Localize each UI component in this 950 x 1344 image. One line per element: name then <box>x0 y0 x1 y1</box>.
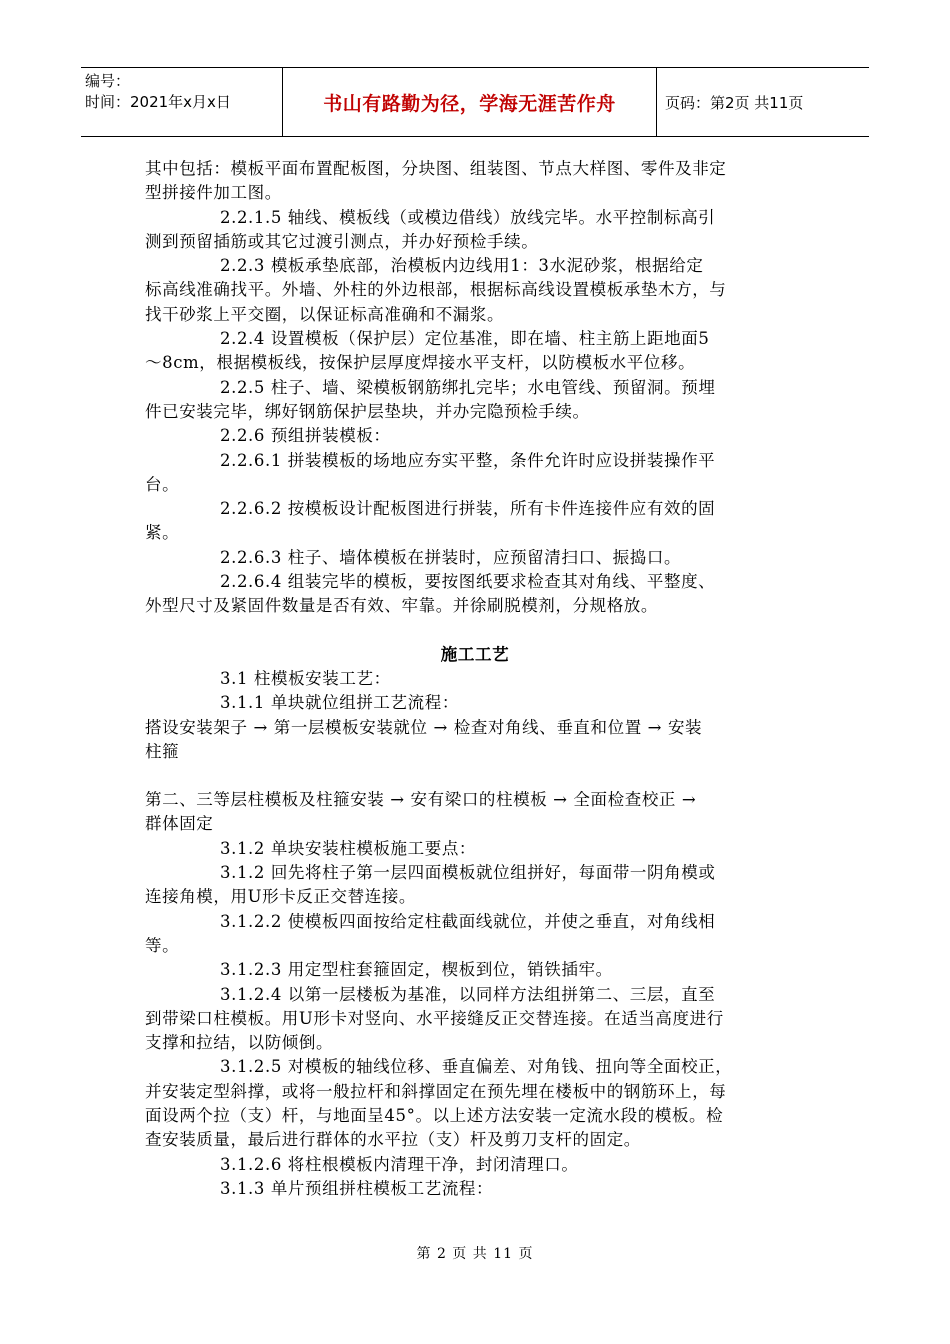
clause-3-1-2-2: 3.1.2.2 使模板四面按给定柱截面线就位，并使之垂直，对角线相 <box>220 911 716 931</box>
body-line: 件已安装完毕，绑好钢筋保护层垫块，并办完隐预检手续。 <box>145 401 590 421</box>
header-motto: 书山有路勤为径，学海无涯苦作舟 <box>283 68 657 136</box>
header-page-info: 页码：第2页 共11页 <box>665 93 804 112</box>
clause-3-1-2-6: 3.1.2.6 将柱根模板内清理干净，封闭清理口。 <box>220 1154 579 1174</box>
page-footer: 第 2 页 共 11 页 <box>416 1246 534 1262</box>
document-body <box>145 157 805 1201</box>
clause-2-2-6: 2.2.6 预组拼装模板： <box>220 426 391 446</box>
clause-3-1-2-b: 3.1.2 回先将柱子第一层四面模板就位组拼好，每面带一阴角模或 <box>220 863 716 883</box>
body-line: 标高线准确找平。外墙、外柱的外边根部，根据标高线设置模板承垫木方，与 <box>145 280 727 300</box>
doc-code-label: 编号： <box>85 72 131 90</box>
body-line: 找干砂浆上平交圈，以保证标高准确和不漏浆。 <box>145 304 505 324</box>
body-line: 群体固定 <box>145 814 214 834</box>
clause-3-1-2-5: 3.1.2.5 对模板的轴线位移、垂直偏差、对角钱、扭向等全面校正， <box>220 1057 733 1077</box>
clause-2-2-6-3: 2.2.6.3 柱子、墙体模板在拼装时，应预留清扫口、振捣口。 <box>220 547 682 567</box>
clause-2-2-4: 2.2.4 设置模板（保护层）定位基准，即在墙、柱主筋上距地面5 <box>220 329 710 349</box>
clause-2-2-6-2: 2.2.6.2 按模板设计配板图进行拼装，所有卡件连接件应有效的固 <box>220 499 716 519</box>
clause-2-2-6-1: 2.2.6.1 拼装模板的场地应夯实平整，条件允许时应设拼装操作平 <box>220 450 716 470</box>
body-line: 等。 <box>145 935 180 955</box>
doc-date: 时间：2021年x月x日 <box>85 93 231 111</box>
body-line: 并安装定型斜撑，或将一般拉杆和斜撑固定在预先埋在楼板中的钢筋环上，每 <box>145 1081 727 1101</box>
clause-3-1-2: 3.1.2 单块安装柱模板施工要点： <box>220 838 477 858</box>
clause-3-1-3: 3.1.3 单片预组拼柱模板工艺流程： <box>220 1178 494 1198</box>
body-line: 支撑和拉结，以防倾倒。 <box>145 1033 334 1053</box>
body-line: 到带梁口柱模板。用U形卡对竖向、水平接缝反正交替连接。在适当高度进行 <box>145 1008 724 1028</box>
body-line: 连接角模，用U形卡反正交替连接。 <box>145 887 417 907</box>
body-line: 其中包括：模板平面布置配板图，分块图、组装图、节点大样图、零件及非定 <box>145 159 727 178</box>
body-line: ～8cm，根据模板线，按保护层厚度焊接水平支杆，以防模板水平位移。 <box>145 353 696 373</box>
clause-2-2-3: 2.2.3 模板承垫底部，治模板内边线用1：3水泥砂浆，根据给定 <box>220 256 704 276</box>
clause-3-1-2-3: 3.1.2.3 用定型柱套箍固定，楔板到位，销铁插牢。 <box>220 960 613 980</box>
clause-3-1-1: 3.1.1 单块就位组拼工艺流程： <box>220 693 459 713</box>
body-line: 测到预留插筋或其它过渡引测点，并办好预检手续。 <box>145 231 539 251</box>
header-meta <box>81 68 283 136</box>
flow-line: 搭设安装架子 → 第一层模板安装就位 → 检查对角线、垂直和位置 → 安装 <box>145 717 703 737</box>
body-line: 外型尺寸及紧固件数量是否有效、牢靠。并徐刷脱模剂，分规格放。 <box>145 596 658 616</box>
body-line: 台。 <box>145 474 180 494</box>
clause-2-2-5: 2.2.5 柱子、墙、梁模板钢筋绑扎完毕；水电管线、预留洞。预埋 <box>220 377 716 397</box>
page-header <box>81 67 869 137</box>
clause-2-2-6-4: 2.2.6.4 组装完毕的模板，要按图纸要求检查其对角线、平整度、 <box>220 572 716 592</box>
body-line: 面设两个拉（支）杆，与地面呈45°。以上述方法安装一定流水段的模板。检 <box>145 1105 724 1125</box>
body-line: 紧。 <box>145 523 180 543</box>
flow-line: 第二、三等层柱模板及柱箍安装 → 安有梁口的柱模板 → 全面检查校正 → <box>145 790 697 810</box>
body-line: 查安装质量，最后进行群体的水平拉（支）杆及剪刀支杆的固定。 <box>145 1130 641 1150</box>
clause-2-2-1-5: 2.2.1.5 轴线、模板线（或模边借线）放线完毕。水平控制标高引 <box>220 207 716 227</box>
section-heading: 施工工艺 <box>440 644 510 664</box>
body-line: 型拼接件加工图。 <box>145 183 282 203</box>
clause-3-1-2-4: 3.1.2.4 以第一层楼板为基准，以同样方法组拼第二、三层，直至 <box>220 984 716 1004</box>
body-line: 柱箍 <box>145 741 180 761</box>
clause-3-1: 3.1 柱模板安装工艺： <box>220 668 391 688</box>
